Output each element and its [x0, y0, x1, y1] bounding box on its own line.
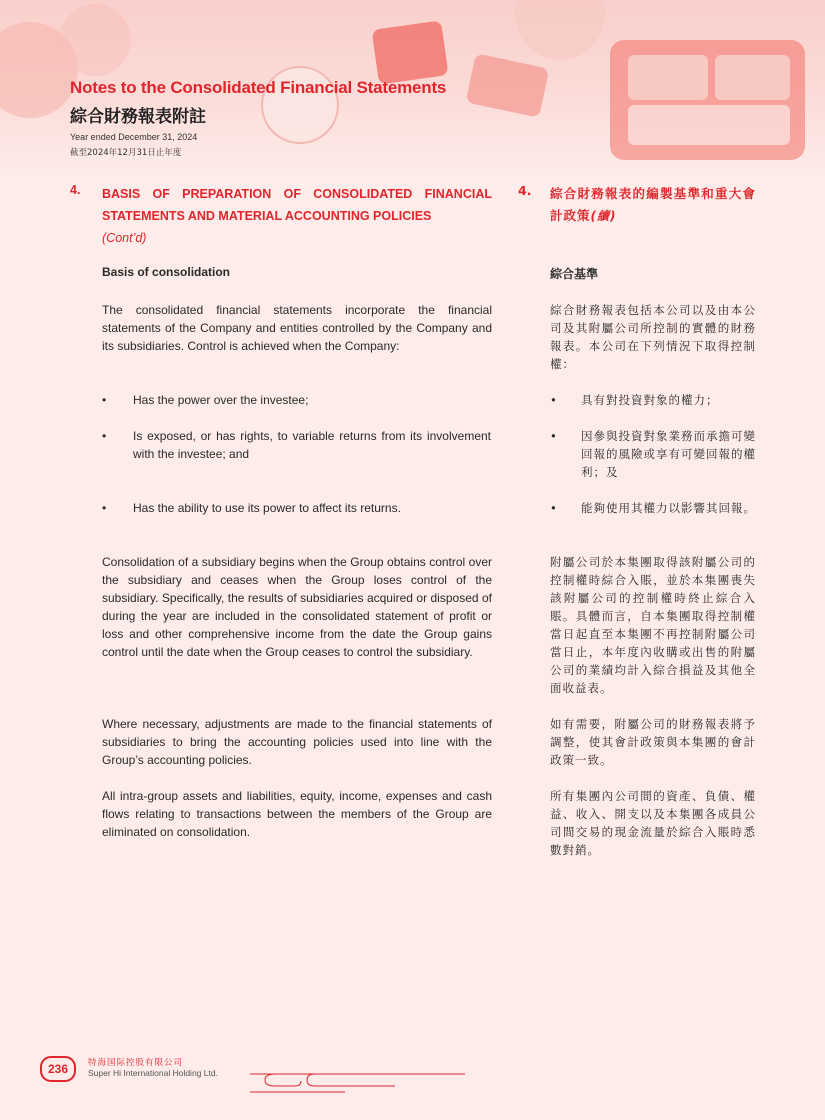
- company-name-en: Super Hi International Holding Ltd.: [88, 1068, 218, 1078]
- bullet-item-zh-2: [550, 427, 756, 481]
- bullet-item-zh-3: [550, 499, 756, 517]
- page-title-en: Notes to the Consolidated Financial Statements: [70, 78, 447, 97]
- intro-paragraph-en: The consolidated financial statements incorporate the financial statements of the Company and entities controlled by the Company and its subsidiaries. Control is achieved when the Company:: [102, 303, 492, 353]
- bullet-dot: •: [550, 429, 558, 443]
- subheading-zh: 綜合基準: [550, 267, 599, 281]
- section-title-zh-text: 綜合財務報表的編製基準和重大會計政策: [550, 186, 756, 223]
- section-contd-en: (Cont’d): [102, 231, 147, 245]
- bullet-dot: •: [102, 429, 107, 443]
- intro-paragraph-zh: 綜合財務報表包括本公司以及由本公司及其附屬公司所控制的實體的財務報表。本公司在下列情況下取得控制權：: [550, 303, 756, 371]
- adjustments-paragraph-en: Where necessary, adjustments are made to the financial statements of subsidiaries to bring the accounting policies used into line with the Group’s accounting policies.: [102, 717, 492, 767]
- page-header: [70, 78, 446, 158]
- bullet-text: 因參與投資對象業務而承擔可變回報的風險或享有可變回報的權利；及: [581, 429, 756, 479]
- bullet-item-en-1: [102, 391, 491, 409]
- consolidation-paragraph-en: Consolidation of a subsidiary begins when the Group obtains control over the subsidiary and ceases when the Group loses control of the subsidiary. Specifically, the results of subsidiaries acquired or disposed of during the year are included in the consolidated statement of profit or loss and other comprehensive income from the date the Group gains control until the date when the Group ceases to control the subsidiary.: [102, 555, 492, 659]
- year-label-en: Year ended December 31, 2024: [70, 132, 198, 142]
- consolidation-paragraph-zh: 附屬公司於本集團取得該附屬公司的控制權時綜合入賬，並於本集團喪失該附屬公司的控制權時終止綜合入賬。具體而言，自本集團取得控制權當日起直至本集團不再控制附屬公司當日止，本年度內收購或出售的附屬公司的業績均計入綜合損益及其他全面收益表。: [550, 555, 756, 695]
- bullet-text: Has the ability to use its power to affect its returns.: [133, 501, 401, 515]
- bullet-item-en-2: [102, 427, 491, 463]
- bullet-text: 能夠使用其權力以影響其回報。: [581, 501, 756, 515]
- footer-wave-decoration: [245, 1064, 475, 1094]
- section-title-zh: [550, 183, 756, 227]
- bullet-item-en-3: [102, 499, 491, 517]
- bullet-text: 具有對投資對象的權力；: [581, 393, 719, 407]
- section-number-en: 4.: [70, 183, 81, 197]
- chinese-column: [518, 183, 756, 227]
- bullet-text: Has the power over the investee;: [133, 393, 309, 407]
- bullet-item-zh-1: [550, 391, 756, 409]
- adjustments-paragraph-zh: 如有需要，附屬公司的財務報表將予調整，使其會計政策與本集團的會計政策一致。: [550, 717, 756, 767]
- year-label-zh: 截至2024年12月31日止年度: [70, 148, 182, 158]
- elimination-paragraph-en: All intra-group assets and liabilities, equity, income, expenses and cash flows relating to transactions between the members of the Group are eliminated on consolidation.: [102, 789, 492, 839]
- page-number: 236: [40, 1056, 76, 1082]
- bullet-dot: •: [102, 393, 107, 407]
- page-title-zh: 綜合財務報表附註: [70, 107, 206, 127]
- bullet-dot: •: [550, 393, 558, 407]
- bullet-text: Is exposed, or has rights, to variable returns from its involvement with the investee; and: [133, 429, 491, 461]
- subheading-en: Basis of consolidation: [102, 265, 231, 279]
- company-name-zh: 特海国际控股有限公司: [88, 1058, 184, 1068]
- bullet-dot: •: [550, 501, 558, 515]
- section-title-en: BASIS OF PREPARATION OF CONSOLIDATED FINANCIAL STATEMENTS AND MATERIAL ACCOUNTING POLICIES: [102, 187, 492, 223]
- bullet-dot: •: [102, 501, 107, 515]
- elimination-paragraph-zh: 所有集團內公司間的資產、負債、權益、收入、開支以及本集團各成員公司間交易的現金流量於綜合入賬時悉數對銷。: [550, 789, 756, 857]
- english-column: [70, 183, 492, 249]
- section-contd-zh: (續): [590, 209, 617, 223]
- section-number-zh: 4.: [518, 183, 532, 198]
